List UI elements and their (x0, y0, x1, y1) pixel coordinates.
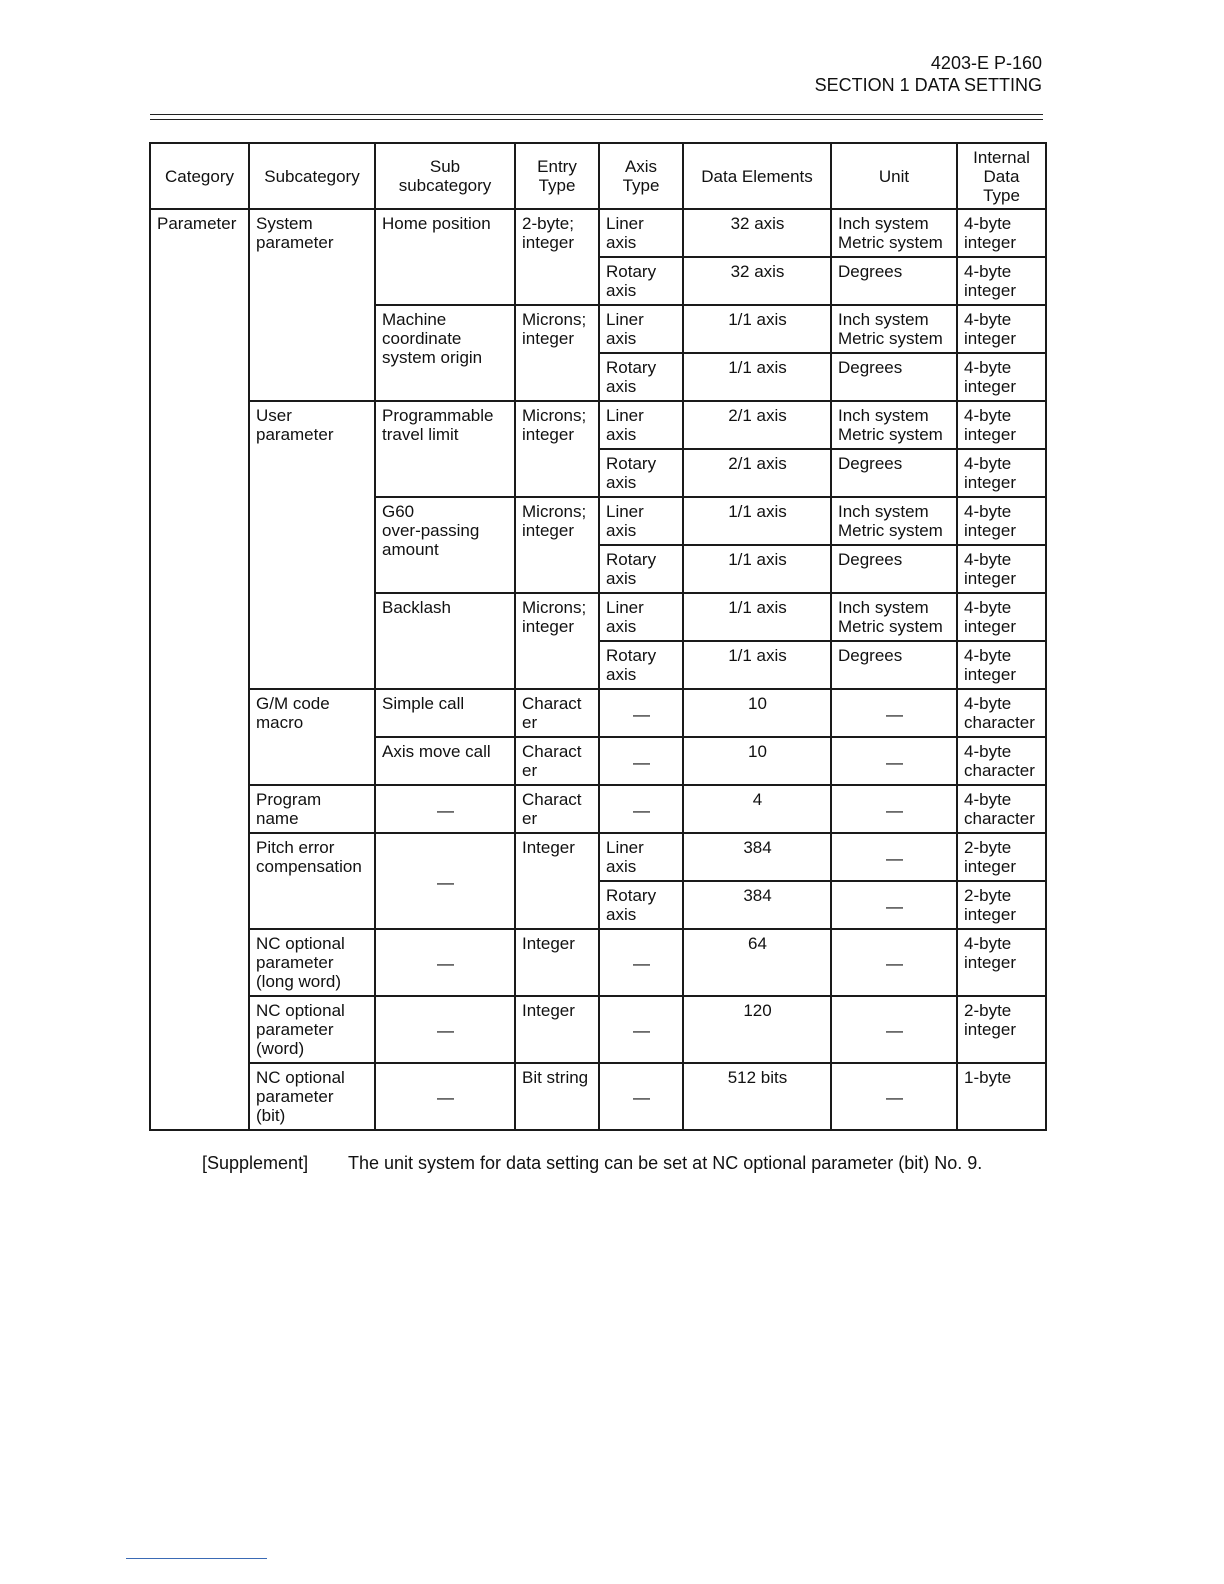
col-header-entry-type: Entry Type (515, 143, 599, 209)
unit-cell: Degrees (831, 545, 957, 593)
subcategory-cell: Program name (249, 785, 375, 833)
sub-subcategory-cell: Machine coordinate system origin (375, 305, 515, 401)
axis-type-cell: Liner axis (599, 305, 683, 353)
col-header-subcategory: Subcategory (249, 143, 375, 209)
data-elements-cell: 2/1 axis (683, 449, 831, 497)
supplement-note (202, 1153, 982, 1173)
internal-type-cell: 4-byte character (957, 737, 1046, 785)
sub-subcategory-cell: Home position (375, 209, 515, 305)
table-row (150, 785, 1046, 833)
unit-cell: — (831, 881, 957, 929)
unit-cell: — (831, 833, 957, 881)
data-elements-cell: 1/1 axis (683, 641, 831, 689)
data-elements-cell: 4 (683, 785, 831, 833)
page-number-header: 4203-E P-160 (930, 53, 1042, 73)
entry-type-cell: Integer (515, 833, 599, 929)
sub-subcategory-cell: Backlash (375, 593, 515, 689)
axis-type-cell: — (599, 737, 683, 785)
data-elements-cell: 10 (683, 737, 831, 785)
table-header-row (150, 143, 1046, 209)
internal-type-cell: 1-byte (957, 1063, 1046, 1130)
data-elements-cell: 512 bits (683, 1063, 831, 1130)
data-elements-cell: 1/1 axis (683, 497, 831, 545)
entry-type-cell: Charact er (515, 737, 599, 785)
axis-type-cell: Liner axis (599, 833, 683, 881)
internal-type-cell: 4-byte integer (957, 545, 1046, 593)
entry-type-cell: Charact er (515, 785, 599, 833)
internal-type-cell: 4-byte character (957, 689, 1046, 737)
subcategory-cell: NC optional parameter (word) (249, 996, 375, 1063)
sub-subcategory-cell: Programmable travel limit (375, 401, 515, 497)
sub-subcategory-cell: — (375, 929, 515, 996)
sub-subcategory-cell: Simple call (375, 689, 515, 737)
entry-type-cell: Microns; integer (515, 497, 599, 593)
internal-type-cell: 2-byte integer (957, 881, 1046, 929)
data-elements-cell: 32 axis (683, 209, 831, 257)
data-setting-table (149, 142, 1047, 1131)
header-rule-top (150, 114, 1043, 115)
data-elements-cell: 1/1 axis (683, 593, 831, 641)
unit-cell: Inch system Metric system (831, 593, 957, 641)
sub-subcategory-cell: G60 over-passing amount (375, 497, 515, 593)
col-header-category: Category (150, 143, 249, 209)
internal-type-cell: 2-byte integer (957, 833, 1046, 881)
supplement-label: [Supplement] (202, 1153, 309, 1173)
axis-type-cell: — (599, 1063, 683, 1130)
unit-cell: — (831, 785, 957, 833)
internal-type-cell: 4-byte integer (957, 353, 1046, 401)
axis-type-cell: Rotary axis (599, 545, 683, 593)
axis-type-cell: — (599, 929, 683, 996)
data-elements-cell: 10 (683, 689, 831, 737)
axis-type-cell: — (599, 996, 683, 1063)
table-row (150, 401, 1046, 449)
entry-type-cell: Microns; integer (515, 305, 599, 401)
entry-type-cell: Integer (515, 929, 599, 996)
internal-type-cell: 4-byte integer (957, 641, 1046, 689)
table-row (150, 1063, 1046, 1130)
data-elements-cell: 384 (683, 881, 831, 929)
table-row (150, 833, 1046, 881)
subcategory-cell: System parameter (249, 209, 375, 401)
data-elements-cell: 1/1 axis (683, 545, 831, 593)
subcategory-cell: NC optional parameter (bit) (249, 1063, 375, 1130)
internal-type-cell: 4-byte integer (957, 401, 1046, 449)
table-row (150, 929, 1046, 996)
data-elements-cell: 120 (683, 996, 831, 1063)
axis-type-cell: Rotary axis (599, 641, 683, 689)
internal-type-cell: 4-byte integer (957, 929, 1046, 996)
unit-cell: Inch system Metric system (831, 305, 957, 353)
axis-type-cell: Rotary axis (599, 257, 683, 305)
unit-cell: — (831, 929, 957, 996)
col-header-axis-type: Axis Type (599, 143, 683, 209)
entry-type-cell: Bit string (515, 1063, 599, 1130)
sub-subcategory-cell: — (375, 996, 515, 1063)
unit-cell: — (831, 737, 957, 785)
internal-type-cell: 4-byte character (957, 785, 1046, 833)
entry-type-cell: Microns; integer (515, 401, 599, 497)
unit-cell: — (831, 996, 957, 1063)
axis-type-cell: Rotary axis (599, 449, 683, 497)
category-cell: Parameter (150, 209, 249, 1130)
col-header-sub-subcategory: Sub subcategory (375, 143, 515, 209)
entry-type-cell: Microns; integer (515, 593, 599, 689)
unit-cell: — (831, 689, 957, 737)
unit-cell: Degrees (831, 449, 957, 497)
entry-type-cell: Integer (515, 996, 599, 1063)
data-elements-cell: 32 axis (683, 257, 831, 305)
axis-type-cell: Liner axis (599, 593, 683, 641)
internal-type-cell: 4-byte integer (957, 497, 1046, 545)
unit-cell: Inch system Metric system (831, 497, 957, 545)
table-row (150, 689, 1046, 737)
internal-type-cell: 4-byte integer (957, 305, 1046, 353)
unit-cell: Inch system Metric system (831, 401, 957, 449)
unit-cell: Degrees (831, 353, 957, 401)
subcategory-cell: User parameter (249, 401, 375, 689)
footer-rule (126, 1558, 267, 1559)
entry-type-cell: 2-byte; integer (515, 209, 599, 305)
axis-type-cell: Rotary axis (599, 353, 683, 401)
subcategory-cell: G/M code macro (249, 689, 375, 785)
internal-type-cell: 4-byte integer (957, 257, 1046, 305)
sub-subcategory-cell: — (375, 785, 515, 833)
section-title-header: SECTION 1 DATA SETTING (814, 75, 1042, 95)
axis-type-cell: — (599, 785, 683, 833)
axis-type-cell: Liner axis (599, 497, 683, 545)
axis-type-cell: Rotary axis (599, 881, 683, 929)
sub-subcategory-cell: — (375, 833, 515, 929)
data-elements-cell: 2/1 axis (683, 401, 831, 449)
data-elements-cell: 1/1 axis (683, 305, 831, 353)
unit-cell: Degrees (831, 641, 957, 689)
table-row (150, 209, 1046, 257)
subcategory-cell: NC optional parameter (long word) (249, 929, 375, 996)
data-elements-cell: 64 (683, 929, 831, 996)
supplement-text: The unit system for data setting can be set at NC optional parameter (bit) No. 9. (348, 1153, 983, 1173)
internal-type-cell: 2-byte integer (957, 996, 1046, 1063)
unit-cell: Degrees (831, 257, 957, 305)
internal-type-cell: 4-byte integer (957, 209, 1046, 257)
axis-type-cell: Liner axis (599, 401, 683, 449)
subcategory-cell: Pitch error compensation (249, 833, 375, 929)
col-header-unit: Unit (831, 143, 957, 209)
entry-type-cell: Charact er (515, 689, 599, 737)
unit-cell: Inch system Metric system (831, 209, 957, 257)
header-rule-bottom (150, 119, 1043, 120)
sub-subcategory-cell: Axis move call (375, 737, 515, 785)
unit-cell: — (831, 1063, 957, 1130)
data-elements-cell: 384 (683, 833, 831, 881)
axis-type-cell: Liner axis (599, 209, 683, 257)
axis-type-cell: — (599, 689, 683, 737)
internal-type-cell: 4-byte integer (957, 449, 1046, 497)
col-header-data-elements: Data Elements (683, 143, 831, 209)
col-header-internal-data-type: Internal Data Type (957, 143, 1046, 209)
table-row (150, 996, 1046, 1063)
sub-subcategory-cell: — (375, 1063, 515, 1130)
data-elements-cell: 1/1 axis (683, 353, 831, 401)
internal-type-cell: 4-byte integer (957, 593, 1046, 641)
